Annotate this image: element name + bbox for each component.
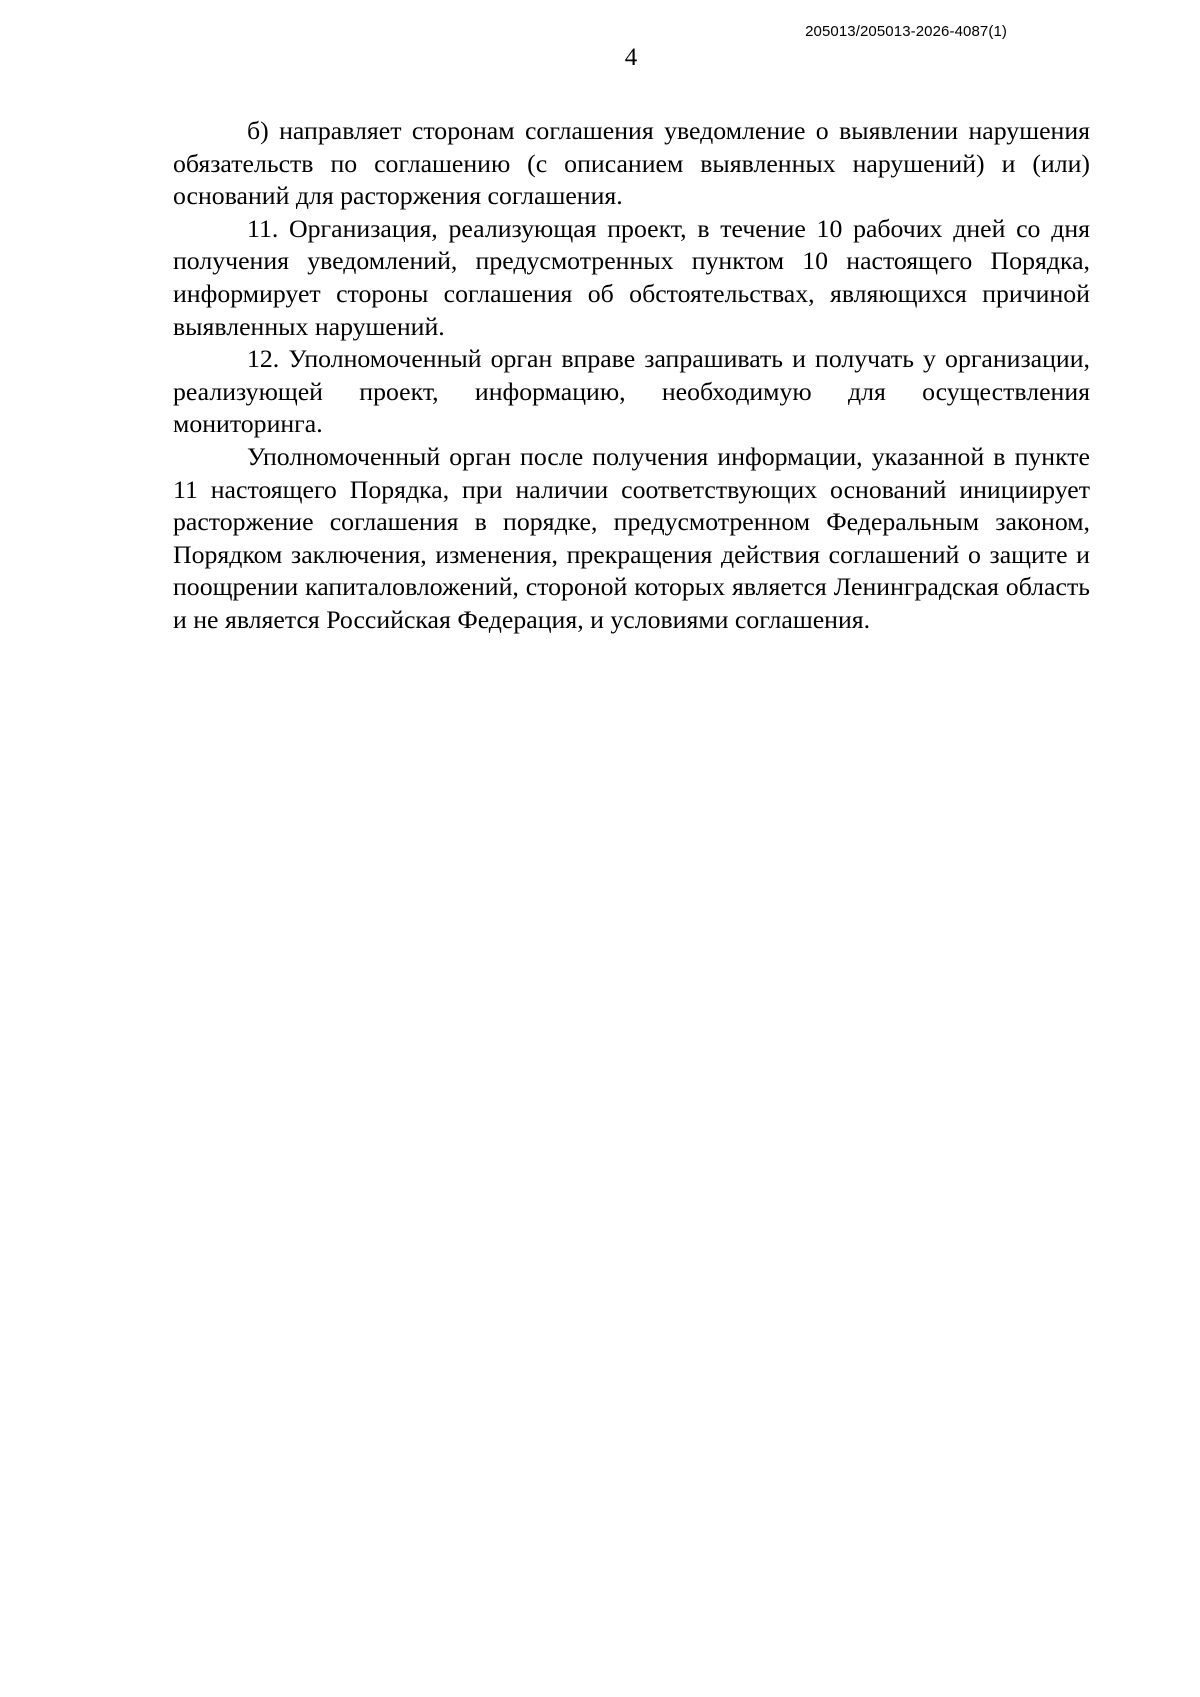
document-id: 205013/205013-2026-4087(1) [805, 23, 1007, 40]
page-number: 4 [624, 44, 638, 71]
paragraph-12-authorized-body: 12. Уполномоченный орган вправе запрашивать и получать у организации, реализующей проект, информацию, необходимую для осуществления мониторинга. [173, 344, 1090, 439]
paragraph-b-notification: б) направляет сторонам соглашения уведомление о выявлении нарушения обязательств по соглашению (с описанием выявленных нарушений) и (или) оснований для расторжения соглашения. [173, 116, 1090, 211]
paragraph-termination: Уполномоченный орган после получения информации, указанной в пункте 11 настоящего Порядка, при наличии соответствующих оснований инициирует расторжение соглашения в порядке, предусмотренном Федеральным законом, Порядком заключения, изменения, прекращения действия соглашений о защите и поощрении капиталовложений, стороной которых является Ленинградская область и не является Российская Федерация, и условиями соглашения. [173, 441, 1090, 634]
paragraph-11-organization: 11. Организация, реализующая проект, в течение 10 рабочих дней со дня получения уведомлений, предусмотренных пунктом 10 настоящего Порядка, информирует стороны соглашения об обстоятельствах, являющихся причиной выявленных нарушений. [173, 213, 1090, 341]
document-body [173, 115, 1090, 637]
